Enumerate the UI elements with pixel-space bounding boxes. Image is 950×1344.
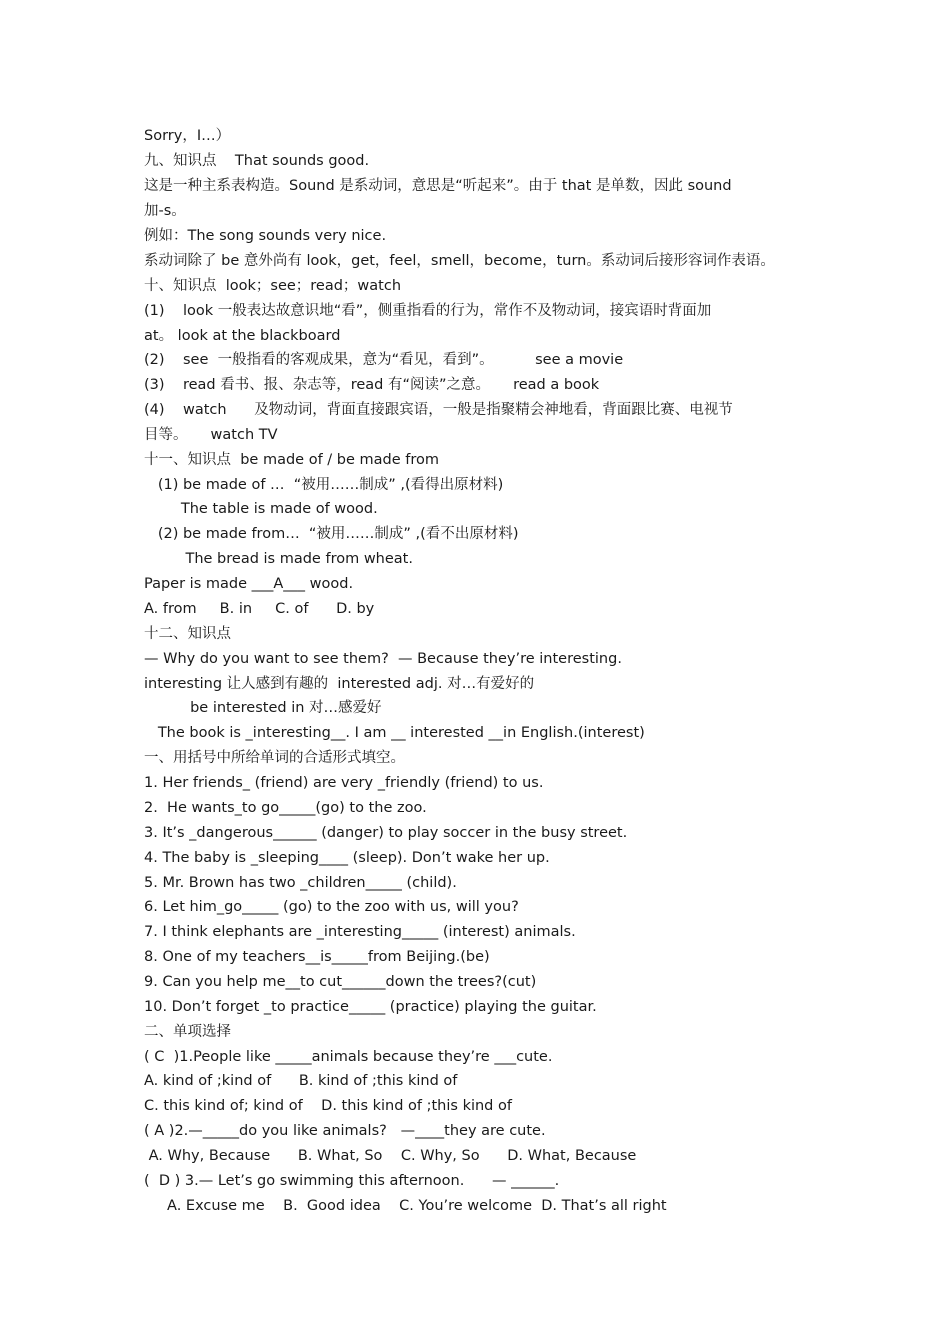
text-line: 目等。 watch TV (144, 427, 278, 443)
text-line: 系动词除了 be 意外尚有 look，get，feel，smell，become，turn。系动词后接形容词作表语。 (144, 253, 775, 269)
text-line: (3) read 看书、报、杂志等，read 有“阅读”之意。 read a book (144, 377, 600, 393)
exercise-item: 4. The baby is _sleeping____ (sleep). Don’t wake her up. (144, 850, 550, 866)
text-line: interesting 让人感到有趣的 interested adj. 对…有爱好的 (144, 676, 535, 692)
text-line: — Why do you want to see them? — Because they’re interesting. (144, 651, 622, 667)
text-line: (4) watch 及物动词，背面直接跟宾语，一般是指聚精会神地看，背面跟比赛、电视节 (144, 402, 733, 418)
example-line: The bread is made from wheat. (144, 551, 413, 567)
options-line: A. Excuse me B. Good idea C. You’re welcome D. That’s all right (144, 1198, 667, 1214)
question-line: Paper is made ___A___ wood. (144, 576, 354, 592)
exercise-item: 3. It’s _dangerous______ (danger) to play soccer in the busy street. (144, 825, 628, 841)
section-heading: 九、知识点 That sounds good. (144, 153, 370, 169)
section-heading: 十、知识点 look；see；read；watch (144, 278, 402, 294)
example-line: The book is _interesting__. I am __ interested __in English.(interest) (144, 725, 645, 741)
text-line: (1) be made of … “被用……制成” ,(看得出原材料) (144, 477, 504, 493)
options-line: A. from B. in C. of D. by (144, 601, 375, 617)
exercise-item: 7. I think elephants are _interesting_____ (interest) animals. (144, 924, 576, 940)
text-line: be interested in 对…感爱好 (144, 700, 382, 716)
text-line: at。 look at the blackboard (144, 328, 341, 344)
exercise-item: 8. One of my teachers__is_____from Beijing.(be) (144, 949, 490, 965)
text-line: Sorry，I…） (144, 128, 231, 144)
section-heading: 十一、知识点 be made of / be made from (144, 452, 439, 468)
text-line: 加-s。 (144, 203, 186, 219)
exercise-item: 6. Let him_go_____ (go) to the zoo with us, will you? (144, 899, 519, 915)
text-line: 这是一种主系表构造。Sound 是系动词，意思是“听起来”。由于 that 是单数，因此 sound (144, 178, 732, 194)
text-line: (2) see 一般指看的客观成果，意为“看见，看到”。 see a movie (144, 352, 624, 368)
exercise-item: 10. Don’t forget _to practice_____ (practice) playing the guitar. (144, 999, 597, 1015)
exercise-item: 2. He wants_to go_____(go) to the zoo. (144, 800, 427, 816)
options-line: A. Why, Because B. What, So C. Why, So D. What, Because (144, 1148, 637, 1164)
exercise-item: 9. Can you help me__to cut______down the trees?(cut) (144, 974, 537, 990)
options-line: A. kind of ;kind of B. kind of ;this kind of (144, 1073, 458, 1089)
exercise-item: 5. Mr. Brown has two _children_____ (child). (144, 875, 457, 891)
text-line: 例如：The song sounds very nice. (144, 228, 387, 244)
question-line: ( C )1.People like _____animals because they’re ___cute. (144, 1049, 553, 1065)
text-line: (2) be made from… “被用……制成” ,(看不出原材料) (144, 526, 519, 542)
section-heading: 十二、知识点 (144, 626, 231, 642)
exercise-heading: 二、单项选择 (144, 1024, 231, 1040)
exercise-heading: 一、用括号中所给单词的合适形式填空。 (144, 750, 405, 766)
exercise-item: 1. Her friends_ (friend) are very _friendly (friend) to us. (144, 775, 544, 791)
options-line: C. this kind of; kind of D. this kind of ;this kind of (144, 1098, 512, 1114)
question-line: ( A )2.—_____do you like animals? —____they are cute. (144, 1123, 546, 1139)
question-line: ( D ) 3.— Let’s go swimming this afternoon. — ______. (144, 1173, 560, 1189)
text-line: (1) look 一般表达故意识地“看”，侧重指看的行为，常作不及物动词，接宾语时背面加 (144, 303, 712, 319)
example-line: The table is made of wood. (144, 501, 378, 517)
